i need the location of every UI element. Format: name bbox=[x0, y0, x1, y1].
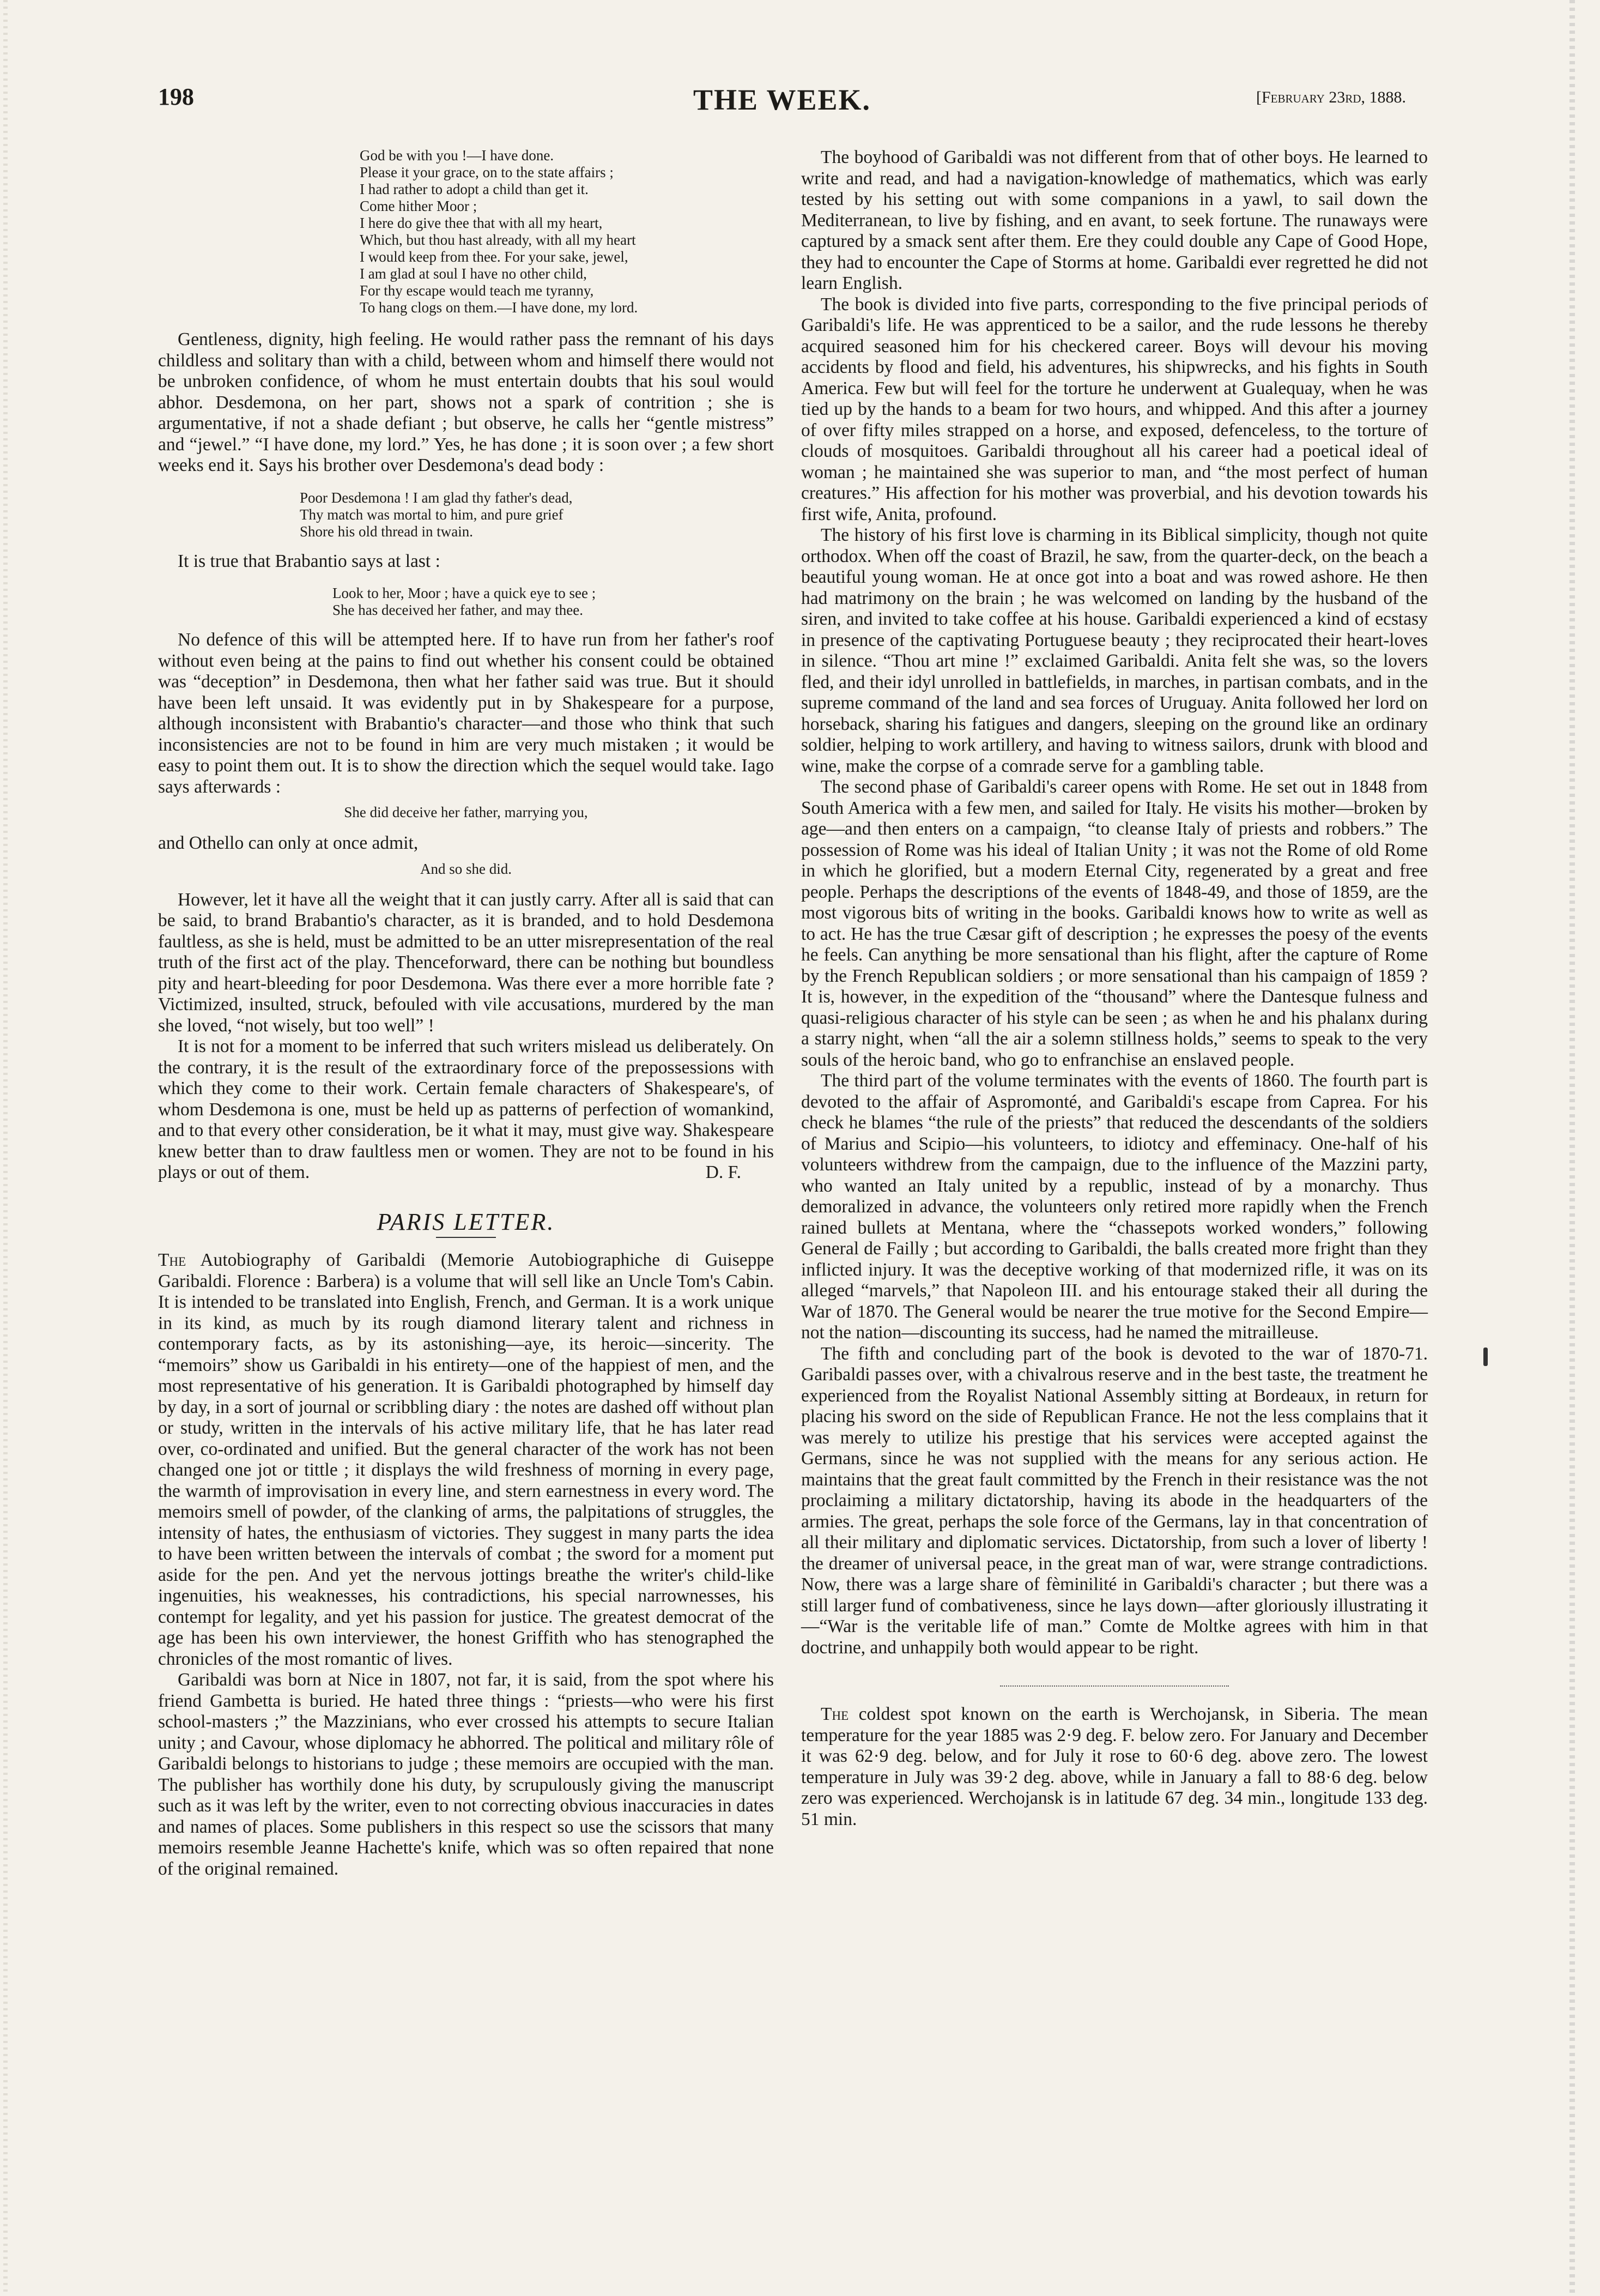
paragraph: However, let it have all the weight that it can justly carry. After all is said that can be said, to brand Brabantio's character, as it is branded, and to hold Desdemona faultless, as she is held, must be admitted to be an utter misrepresentation of the real truth of the first act of the play. Thenceforward, there can be nothing but boundless pity and heart-bleeding for poor Desdemona. Was there ever a more horrible fate ? Victimized, insulted, struck, befouled with vile accusations, murdered by the man she loved, “not wisely, but too well” ! bbox=[158, 889, 774, 1036]
verse-quote-iago: She did deceive her father, marrying you, bbox=[344, 804, 588, 820]
masthead-title: THE WEEK. bbox=[693, 83, 871, 116]
verse-line: I would keep from thee. For your sake, jewel, bbox=[360, 249, 628, 265]
paragraph bbox=[158, 1250, 774, 1670]
verse-quote-brabantio bbox=[360, 147, 774, 316]
paragraph-text: coldest spot known on the earth is Werchojansk, in Siberia. The mean temperature for the year 1885 was 2·9 deg. F. below zero. For January and December it was 62·9 deg. below, and for July it rose to 60·6 deg. above zero. The lowest temperature in July was 39·2 deg. above, while in January a fall to 88·6 deg. below zero was experienced. Werchojansk is in latitude 67 deg. 34 min., longitude 133 deg. 51 min. bbox=[801, 1704, 1428, 1829]
verse-quote-look-to-her bbox=[332, 585, 774, 619]
page-number: 198 bbox=[158, 83, 194, 110]
lead-word: The bbox=[821, 1704, 849, 1724]
verse-line: Look to her, Moor ; have a quick eye to see ; bbox=[332, 585, 596, 601]
verse-line: God be with you !—I have done. bbox=[360, 147, 554, 164]
scan-edge bbox=[1569, 0, 1575, 2296]
verse-line: Thy match was mortal to him, and pure grief bbox=[300, 506, 563, 523]
left-column bbox=[158, 147, 774, 1880]
paragraph bbox=[158, 1036, 774, 1183]
verse-line: For thy escape would teach me tyranny, bbox=[360, 282, 594, 299]
paragraph: It is true that Brabantio says at last : bbox=[178, 551, 440, 571]
page-header bbox=[158, 83, 1406, 126]
verse-line: I here do give thee that with all my heart, bbox=[360, 215, 603, 231]
paragraph: The third part of the volume terminates with the events of 1860. The fourth part is devoted to the affair of Aspromonté, and Garibaldi's escape from Caprea. For his check he blames “the rule of the priests” that reduced the descendants of the soldiers of Marius and Scipio—his volunteers, to idiotcy and effeminacy. One-half of his volunteers withdrew from the campaign, due to the influence of the Mazzini party, who wanted an Italy united by a republic, instead of by a monarchy. Thus demoralized in advance, the volunteers only retired more rapidly when the French rained bullets at Mentana, where the “chassepots worked wonders,” following General de Failly ; but according to Garibaldi, the balls created more fright than they inflicted injury. It was the deceptive working of that modernized rifle, it was on its alleged “marvels,” that Napoleon III. and his entourage staked their all during the War of 1870. The General would be nearer the true motive for the Second Empire—not the nation—discounting its success, had he named the mitrailleuse. bbox=[801, 1071, 1428, 1343]
verse-line: Which, but thou hast already, with all my heart bbox=[360, 232, 636, 248]
verse-line: Shore his old thread in twain. bbox=[300, 523, 473, 540]
verse-line: I had rather to adopt a child than get it. bbox=[360, 181, 589, 197]
paragraph: The fifth and concluding part of the book is devoted to the war of 1870-71. Garibaldi passes over, with a chivalrous reserve and in the best taste, the treatment he experienced from the Royalist National Assembly sitting at Bordeaux, in return for placing his sword on the side of Republican France. He not the less complains that it was merely to utilize his prestige that his services were accepted against the Germans, since he was not supplied with the means for any serious action. He maintains that the great fault committed by the French in their resistance was the not proclaiming a military dictatorship, having its abode in the headquarters of the armies. The great, perhaps the sole force of the Germans, lay in that concentration of all their military and diplomatic services. Dictatorship, from such a lover of liberty ! the dreamer of universal peace, in the great man of war, were strange contradictions. Now, there was a large share of fèminilité in Garibaldi's character ; but there was a still larger fund of combativeness, since he lays down—after gloriously illustrating it—“War is the veritable life of man.” Comte de Moltke agrees with him in that doctrine, and unhappily both would appear to be right. bbox=[801, 1343, 1428, 1658]
section-rule bbox=[436, 1237, 496, 1238]
paragraph: The second phase of Garibaldi's career opens with Rome. He set out in 1848 from South America with a few men, and sailed for Italy. He visits his mother—broken by age—and then enters on a campaign, “to cleanse Italy of priests and robbers.” The possession of Rome was his ideal of Italian Unity ; it was not the Rome of old Rome in which he glorified, but a modern Eternal City, regenerated by a great and free people. Perhaps the descriptions of the events of 1848-49, and those of 1859, are the most vigorous bits of writing in the books. Garibaldi knows how to write as well as to act. He has the true Cæsar gift of description ; he expresses the poesy of the events he feels. Can anything be more sensational than his flight, after the capture of Rome by the French Republican soldiers ; or more sensational than his campaign of 1859 ? It is, however, in the expedition of the “thousand” where the Dantesque fulness and quasi-religious character of his style can be seen ; as when he and his phalanx during a starry night, when “all the air a solemn stillness holds,” seems to speak to the very souls of the heroic band, who go to enfranchise an enslaved people. bbox=[801, 777, 1428, 1070]
verse-line: She has deceived her father, and may thee. bbox=[332, 602, 583, 618]
paragraph: No defence of this will be attempted here. If to have run from her father's roof without even being at the pains to find out whether his consent could be obtained was “deception” in Desdemona, then what her father said was true. But it should have been left unsaid. It was evidently put in by Shakespeare for a purpose, although inconsistent with Brabantio's character—and those who think that such inconsistencies are not to be found in him are very much mistaken ; it would be easy to point them out. It is to show the direction which the sequel would take. Iago says afterwards : bbox=[158, 630, 774, 797]
verse-line: To hang clogs on them.—I have done, my lord. bbox=[360, 299, 638, 316]
verse-quote-othello: And so she did. bbox=[420, 860, 512, 877]
section-title: PARIS LETTER. bbox=[377, 1208, 555, 1235]
verse-quote-gratiano bbox=[300, 490, 774, 540]
paragraph: Garibaldi was born at Nice in 1807, not far, it is said, from the spot where his friend Gambetta is buried. He hated three things : “priests—who were his first school-masters ;” the Mazzinians, who ever crossed his attempts to secure Italian unity ; and Cavour, whose diplomacy he abhorred. The political and military rôle of Garibaldi belongs to historians to judge ; these memoirs are occupied with the man. The publisher has worthily done his duty, by scrupulously giving the manuscript such as it was left by the writer, even to not correcting obvious inaccuracies in dates and names of places. Some publishers in this respect so use the scissors that many memoirs resemble Jeanne Hachette's knife, which was so often repaired that none of the original remained. bbox=[158, 1670, 774, 1879]
paragraph bbox=[801, 1704, 1428, 1830]
scan-edge bbox=[3, 0, 8, 2296]
paragraph: and Othello can only at once admit, bbox=[158, 833, 419, 853]
lead-word: The bbox=[158, 1250, 186, 1270]
margin-mark bbox=[1483, 1348, 1488, 1366]
verse-line: Poor Desdemona ! I am glad thy father's dead, bbox=[300, 489, 573, 506]
paragraph: The boyhood of Garibaldi was not different from that of other boys. He learned to write and read, and had a navigation-knowledge of mathematics, which was early tested by his setting out with some companions in a yawl, to sail down the Mediterranean, to live by fishing, and en avant, to seek fortune. The runaways were captured by a smack sent after them. Ere they could double any Cape of Good Hope, they had to encounter the Cape of Storms at home. Garibaldi ever regretted he did not learn English. bbox=[801, 147, 1428, 293]
paragraph: Gentleness, dignity, high feeling. He would rather pass the remnant of his days childless and solitary than with a child, between whom and himself there would not be unbroken confidence, of whom he must entertain doubts that his soul would abhor. Desdemona, on her part, shows not a spark of contrition ; she is argumentative, if not a shade defiant ; but observe, he calls her “gentle mistress” and “jewel.” “I have done, my lord.” Yes, he has done ; it is soon over ; a few short weeks end it. Says his brother over Desdemona's dead body : bbox=[158, 329, 774, 475]
paragraph-text: It is not for a moment to be inferred that such writers mislead us deliberately. On the contrary, it is the result of the extraordinary force of the prepossessions with which they come to their work. Certain female characters of Shakespeare's, of whom Desdemona is one, must be held up as patterns of perfection of womankind, and to that every other consideration, be it what it may, must give way. Shakespeare knew better than to draw faultless men or women. They are not to be found in his plays or out of them. bbox=[158, 1036, 774, 1182]
paragraph-text: Autobiography of Garibaldi (Memorie Autobiographiche di Guiseppe Garibaldi. Florence : Barbera) is a volume that will sell like an Uncle Tom's Cabin. It is intended to be translated into English, French, and German. It is a work unique in its kind, as much by its rough diamond literary talent and richness in contemporary facts, as by its astonishing—aye, its heroic—sincerity. The “memoirs” show us Garibaldi in his entirety—one of the happiest of men, and the most representative of his generation. It is Garibaldi photographed by himself day by day, in a sort of journal or scribbling diary : the notes are dashed off without plan or study, written in the intervals of his active military life, that he has later read over, co-ordinated and unified. But the general character of the work has not been changed one jot or tittle ; it displays the wild freshness of morning in every page, the warmth of improvisation in every line, and stern earnestness in every word. The memoirs smell of powder, of the clanking of arms, the palpitations of struggles, the intensity of hates, the enthusiasm of victories. They suggest in many parts the idea to have been written between the intervals of combat ; the sword for a moment put aside for the pen. And yet the nervous jottings breathe the writer's child-like ingenuities, his weaknesses, his contradictions, his special narrownesses, his contempt for legality, and yet his passion for justice. The greatest democrat of the age has been his own interviewer, the honest Griffith who has stenographed the chronicles of the most romantic of lives. bbox=[158, 1250, 774, 1669]
author-signature: D. F. bbox=[705, 1162, 741, 1182]
verse-line: Come hither Moor ; bbox=[360, 198, 477, 214]
issue-date: [February 23rd, 1888. bbox=[1256, 88, 1406, 106]
paragraph: The book is divided into five parts, corresponding to the five principal periods of Garibaldi's life. He was apprenticed to be a sailor, and the rude lessons he thereby acquired seasoned him for his checkered career. Boys will devour his moving accidents by flood and field, his adventures, his shipwrecks, and his fights in South America. Few but will feel for the torture he underwent at Gualequay, when he was tied up by the hands to a beam for two hours, and whipped. And this after a journey of over fifty miles strapped on a horse, and exposed, defenceless, to the torture of clouds of mosquitoes. Garibaldi throughout all his career had a poetical ideal of woman ; he maintained she was superior to man, and “the most perfect of human creatures.” His affection for his mother was proverbial, and his devotion towards his first wife, Anita, profound. bbox=[801, 294, 1428, 524]
verse-line: I am glad at soul I have no other child, bbox=[360, 265, 587, 282]
verse-line: Please it your grace, on to the state affairs ; bbox=[360, 164, 614, 180]
separator-rule bbox=[1000, 1685, 1229, 1687]
paragraph: The history of his first love is charming in its Biblical simplicity, though not quite orthodox. When off the coast of Brazil, he saw, from the quarter-deck, on the beach a beautiful young woman. He at once got into a boat and was rowed ashore. He then had matrimony on the brain ; he was welcomed on landing by the husband of the siren, and invited to take coffee at his house. Garibaldi experienced a kind of ecstasy in presence of the captivating Portuguese beauty ; they reciprocated their heart-loves in silence. “Thou art mine !” exclaimed Garibaldi. Anita felt she was, so the lovers fled, and their idyl unrolled in battlefields, in marches, in partisan combats, and in the supreme command of the land and sea forces of Uruguay. Anita followed her lord on horseback, sharing his fatigues and dangers, sleeping on the ground like an ordinary soldier, helping to work artillery, and having to witness sailors, drunk with blood and wine, make the corpse of a comrade serve for a gambling table. bbox=[801, 525, 1428, 776]
right-column bbox=[801, 147, 1428, 1830]
